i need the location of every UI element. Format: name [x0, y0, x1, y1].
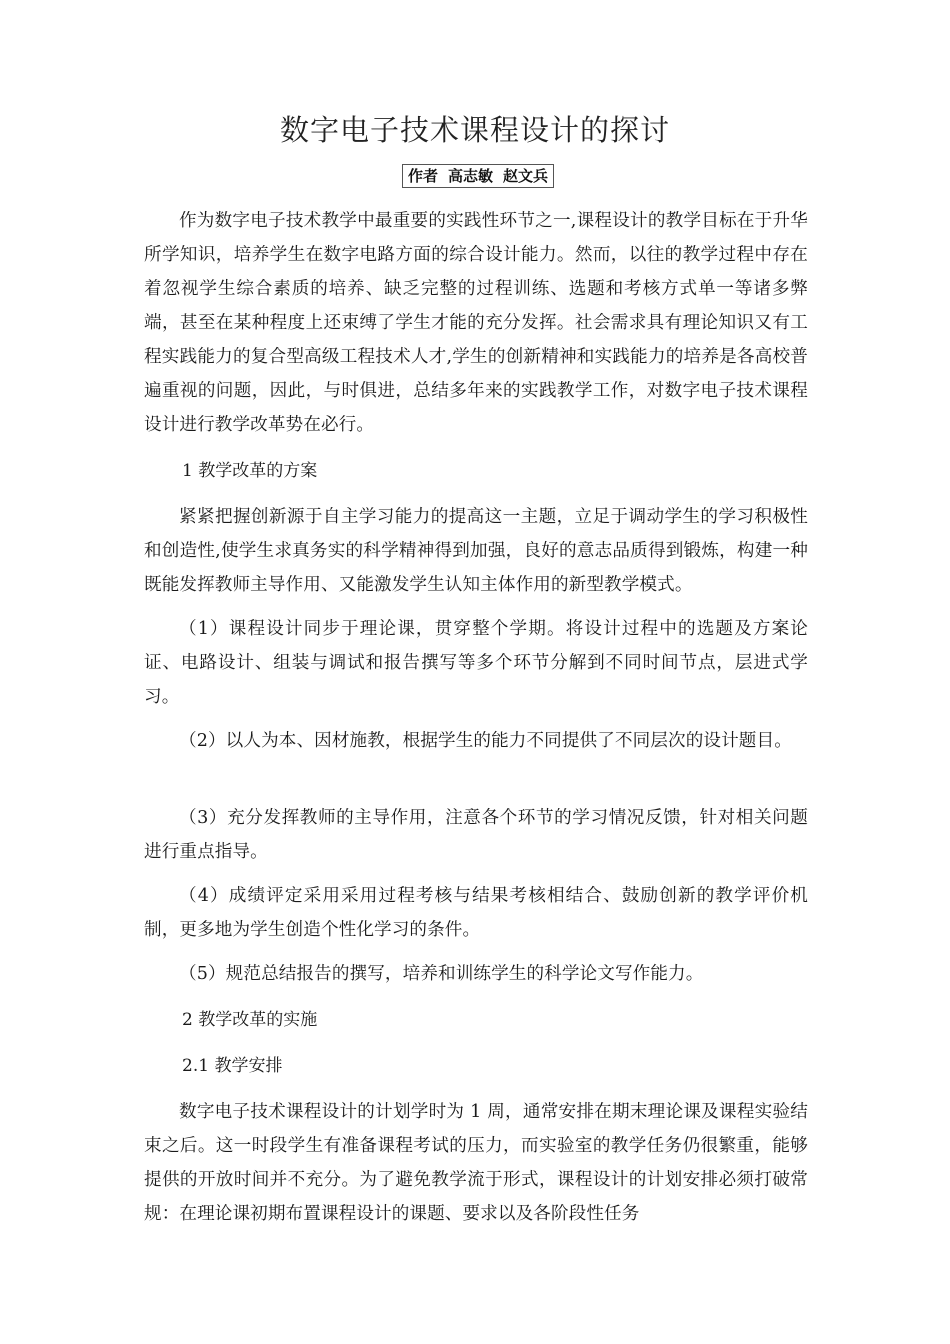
list-item: （1）课程设计同步于理论课，贯穿整个学期。将设计过程中的选题及方案论证、电路设计、组装与调试和报告撰写等多个环节分解到不同时间节点，层进式学习。 — [144, 619, 808, 707]
section-heading: 2 教学改革的实施 — [182, 1010, 318, 1030]
author-name: 赵文兵 — [503, 167, 549, 185]
subsection-2-1 — [144, 1049, 808, 1083]
intro-paragraph-block — [144, 204, 808, 442]
section-paragraph: 紧紧把握创新源于自主学习能力的提高这一主题，立足于调动学生的学习积极性和创造性,使学生求真务实的科学精神得到加强，良好的意志品质得到锻炼，构建一种既能发挥教师主导作用、又能激发学生认知主体作用的新型教学模式。 — [144, 507, 808, 595]
intro-paragraph: 作为数字电子技术教学中最重要的实践性环节之一,课程设计的教学目标在于升华所学知识，培养学生在数字电路方面的综合设计能力。然而，以往的教学过程中存在着忽视学生综合素质的培养、缺乏完整的过程训练、选题和考核方式单一等诸多弊端，甚至在某种程度上还束缚了学生才能的充分发挥。社会需求具有理论知识又有工程实践能力的复合型高级工程技术人才,学生的创新精神和实践能力的培养是各高校普遍重视的问题，因此，与时俱进，总结多年来的实践教学工作，对数字电子技术课程设计进行教学改革势在必行。 — [144, 211, 808, 435]
section-2-paragraph-block — [144, 1095, 808, 1231]
byline-label: 作者 — [408, 167, 439, 185]
list-item-5-block — [144, 957, 808, 991]
list-item: （2）以人为本、因材施教，根据学生的能力不同提供了不同层次的设计题目。 — [179, 731, 792, 751]
article-title: 数字电子技术课程设计的探讨 — [279, 113, 670, 147]
list-item: （4）成绩评定采用采用过程考核与结果考核相结合、鼓励创新的教学评价机制，更多地为学生创造个性化学习的条件。 — [144, 886, 808, 940]
author-name: 高志敏 — [448, 167, 494, 185]
list-item: （5）规范总结报告的撰写，培养和训练学生的科学论文写作能力。 — [179, 964, 704, 984]
section-1-paragraph-block — [144, 500, 808, 602]
list-item-4-block — [144, 879, 808, 947]
section-1 — [144, 454, 808, 488]
subsection-heading: 2.1 教学安排 — [182, 1056, 283, 1076]
section-2 — [144, 1003, 808, 1037]
list-item-1-block — [144, 612, 808, 714]
section-heading: 1 教学改革的方案 — [182, 461, 318, 481]
section-paragraph: 数字电子技术课程设计的计划学时为 1 周，通常安排在期末理论课及课程实验结束之后。这一时段学生有准备课程考试的压力，而实验室的教学任务仍很繁重，能够提供的开放时间并不充分。为了避免教学流于形式，课程设计的计划安排必须打破常规：在理论课初期布置课程设计的课题、要求以及各阶段性任务 — [144, 1102, 808, 1224]
list-item: （3）充分发挥教师的主导作用，注意各个环节的学习情况反馈，针对相关问题进行重点指导。 — [144, 808, 808, 862]
author-byline — [402, 164, 554, 188]
list-item-2-block — [144, 724, 808, 758]
list-item-3-block — [144, 801, 808, 869]
